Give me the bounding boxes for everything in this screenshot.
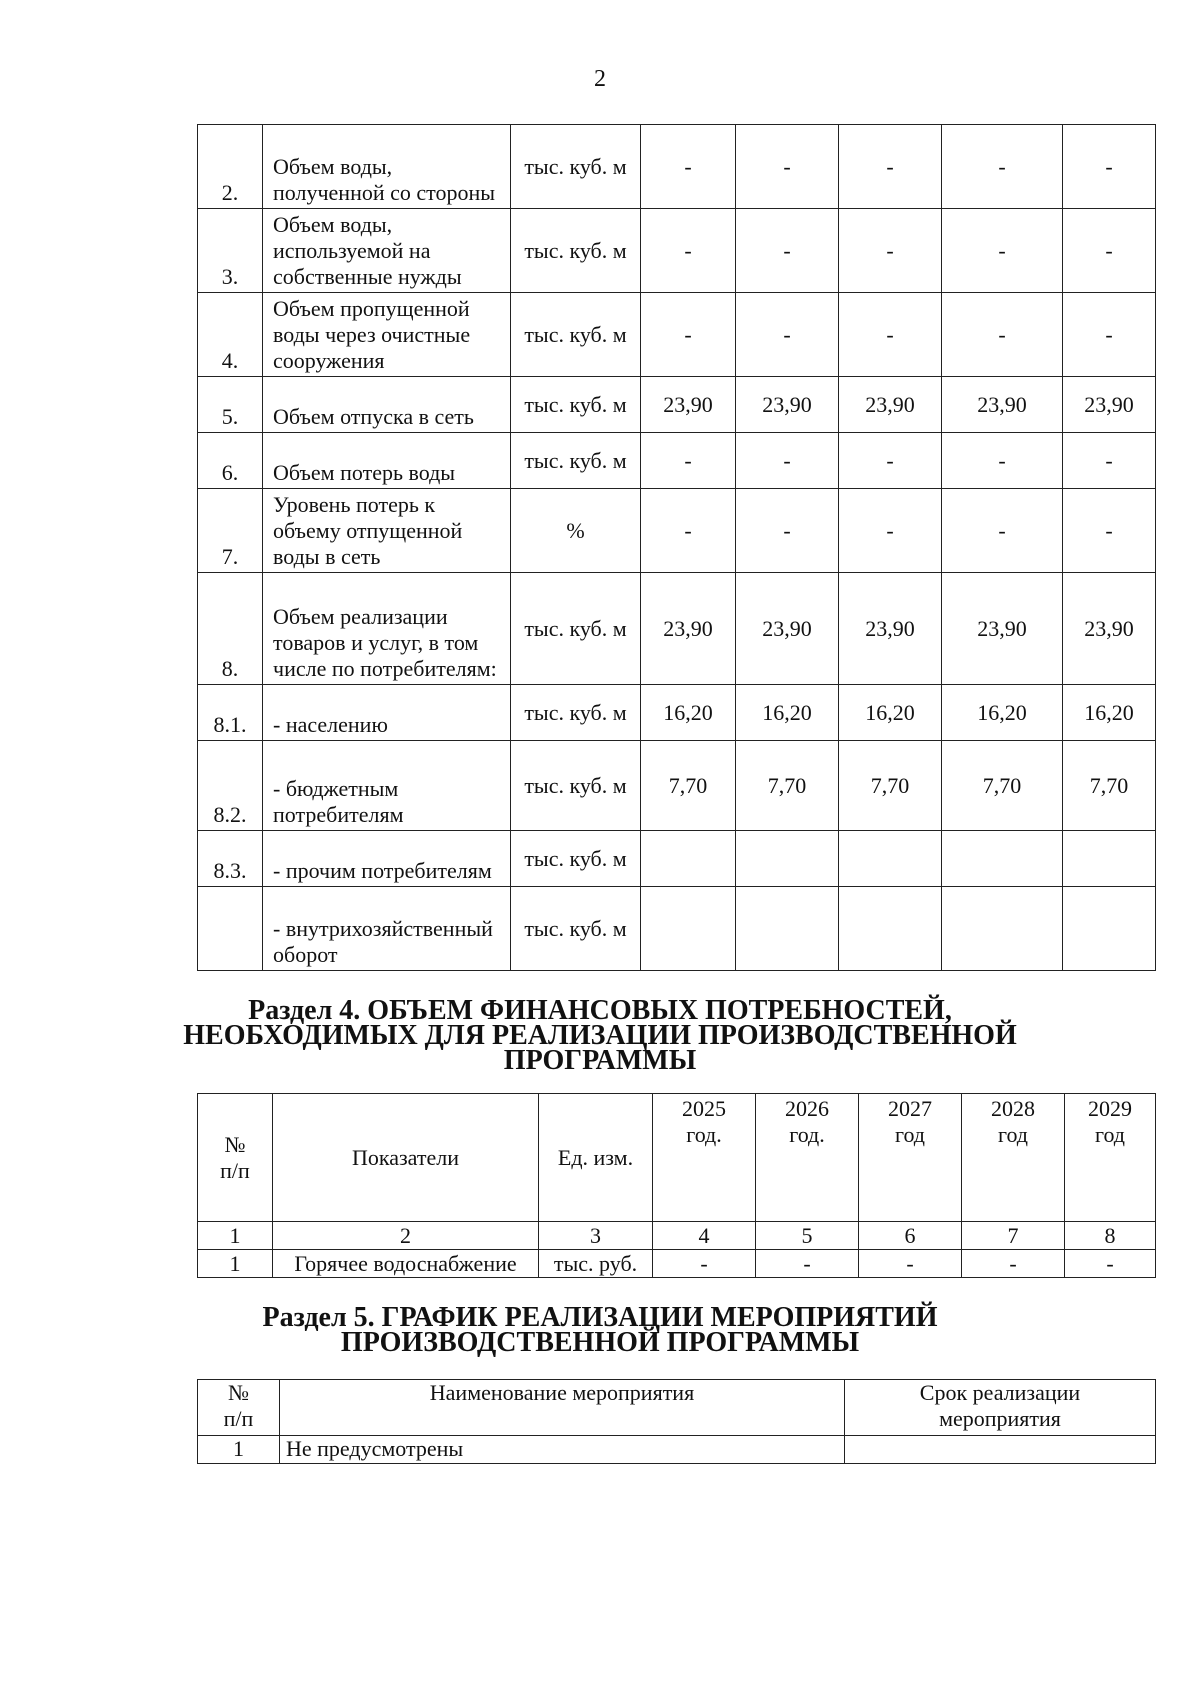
row-name: - прочим потребителям [263,831,511,887]
header-year-2025: 2025 год. [653,1094,756,1222]
row-unit: тыс. куб. м [511,125,641,209]
row-value: 23,90 [1063,573,1156,685]
table-row [198,489,1156,573]
row-value: 16,20 [942,685,1063,741]
page-number: 2 [594,66,606,92]
section4-title-line2: НЕОБХОДИМЫХ ДЛЯ РЕАЛИЗАЦИИ ПРОИЗВОДСТВЕННОЙ [183,1020,1017,1051]
row-value: - [839,293,942,377]
table-row [198,741,1156,831]
col-number: 4 [653,1222,756,1250]
row-value [839,831,942,887]
row-name: Объем пропущенной воды через очистные сооружения [263,293,511,377]
row-name: - населению [263,685,511,741]
section4-title [0,995,1200,1076]
header-num: № п/п [198,1380,280,1436]
row-value: - [942,293,1063,377]
row-value: - [756,1250,859,1278]
table-row [198,685,1156,741]
row-num: 7. [198,489,263,573]
row-name: Объем воды, полученной со стороны [263,125,511,209]
row-value: - [736,125,839,209]
row-num: 2. [198,125,263,209]
col-number: 7 [962,1222,1065,1250]
col-number: 2 [273,1222,539,1250]
row-name: Уровень потерь к объему отпущенной воды в сеть [263,489,511,573]
header-year-2029: 2029 год [1065,1094,1156,1222]
water-volume-table [197,124,1156,971]
section5-title [0,1302,1200,1358]
row-value: 7,70 [839,741,942,831]
row-value: 23,90 [641,573,736,685]
row-name: Объем реализации товаров и услуг, в том числе по потребителям: [263,573,511,685]
schedule-header-row [198,1380,1156,1436]
row-value: 16,20 [1063,685,1156,741]
row-value [1063,831,1156,887]
row-unit: % [511,489,641,573]
row-value: - [1063,209,1156,293]
row-value: 23,90 [839,573,942,685]
row-value: - [736,489,839,573]
col-number: 3 [539,1222,653,1250]
table-row [198,1436,1156,1464]
row-value: - [962,1250,1065,1278]
row-event-name: Не предусмотрены [280,1436,845,1464]
row-value: 7,70 [942,741,1063,831]
header-term: Срок реализации мероприятия [845,1380,1156,1436]
row-unit: тыс. куб. м [511,433,641,489]
row-unit: тыс. куб. м [511,209,641,293]
row-num: 5. [198,377,263,433]
row-value: 16,20 [736,685,839,741]
row-name: Объем отпуска в сеть [263,377,511,433]
row-unit: тыс. куб. м [511,293,641,377]
row-value: - [1063,293,1156,377]
table-row [198,125,1156,209]
row-unit: тыс. куб. м [511,573,641,685]
row-value: - [736,433,839,489]
row-value: - [942,489,1063,573]
section5-title-line1: Раздел 5. ГРАФИК РЕАЛИЗАЦИИ МЕРОПРИЯТИЙ [262,1302,938,1333]
row-num: 1 [198,1436,280,1464]
row-value: - [942,125,1063,209]
col-number: 5 [756,1222,859,1250]
col-number: 6 [859,1222,962,1250]
row-value: - [641,125,736,209]
row-value [942,887,1063,971]
table-row [198,1250,1156,1278]
row-value: - [839,433,942,489]
header-num: № п/п [198,1094,273,1222]
section5-title-line2: ПРОИЗВОДСТВЕННОЙ ПРОГРАММЫ [340,1327,860,1358]
header-year-2028: 2028 год [962,1094,1065,1222]
row-num: 4. [198,293,263,377]
row-num: 8. [198,573,263,685]
table-row [198,377,1156,433]
table-row [198,573,1156,685]
column-numbers-row [198,1222,1156,1250]
schedule-table [197,1379,1156,1464]
section4-title-line1: Раздел 4. ОБЪЕМ ФИНАНСОВЫХ ПОТРЕБНОСТЕЙ, [248,995,952,1026]
row-value: - [653,1250,756,1278]
row-unit: тыс. куб. м [511,377,641,433]
row-value [839,887,942,971]
row-value: - [1063,125,1156,209]
row-value: 16,20 [641,685,736,741]
row-value: 7,70 [736,741,839,831]
header-event-name: Наименование мероприятия [280,1380,845,1436]
row-value: 7,70 [641,741,736,831]
row-value: - [736,209,839,293]
table-row [198,209,1156,293]
row-value [641,831,736,887]
row-unit: тыс. куб. м [511,887,641,971]
row-value: - [1063,433,1156,489]
row-name: Объем воды, используемой на собственные нужды [263,209,511,293]
row-unit: тыс. куб. м [511,685,641,741]
row-value: 23,90 [736,573,839,685]
row-num: 1 [198,1250,273,1278]
row-value: 16,20 [839,685,942,741]
row-value: - [942,209,1063,293]
row-num [198,887,263,971]
row-value: - [1065,1250,1156,1278]
table-row [198,293,1156,377]
row-value: 23,90 [942,573,1063,685]
row-name: - внутрихозяйственный оборот [263,887,511,971]
col-number: 8 [1065,1222,1156,1250]
header-year-2026: 2026 год. [756,1094,859,1222]
col-number: 1 [198,1222,273,1250]
row-value: - [859,1250,962,1278]
row-value: 23,90 [942,377,1063,433]
row-num: 8.2. [198,741,263,831]
row-term [845,1436,1156,1464]
row-unit: тыс. куб. м [511,741,641,831]
row-value: - [839,209,942,293]
table-row [198,433,1156,489]
table-row [198,831,1156,887]
header-indicators: Показатели [273,1094,539,1222]
row-num: 8.3. [198,831,263,887]
row-value: 23,90 [736,377,839,433]
row-value: 23,90 [641,377,736,433]
row-value: 23,90 [1063,377,1156,433]
row-value: - [839,489,942,573]
header-unit: Ед. изм. [539,1094,653,1222]
row-value: - [641,293,736,377]
row-num: 8.1. [198,685,263,741]
row-name: Объем потерь воды [263,433,511,489]
table-row [198,887,1156,971]
financial-header-row [198,1094,1156,1222]
row-value: - [942,433,1063,489]
row-unit: тыс. куб. м [511,831,641,887]
row-value [736,887,839,971]
row-name: - бюджетным потребителям [263,741,511,831]
row-unit: тыс. руб. [539,1250,653,1278]
financial-needs-table [197,1093,1156,1278]
row-num: 3. [198,209,263,293]
water-volume-rows [198,125,1156,971]
row-value: - [839,125,942,209]
row-value [736,831,839,887]
row-value [1063,887,1156,971]
row-value: - [736,293,839,377]
row-num: 6. [198,433,263,489]
row-value [942,831,1063,887]
section4-title-line3: ПРОГРАММЫ [503,1045,697,1076]
row-name: Горячее водоснабжение [273,1250,539,1278]
row-value: - [1063,489,1156,573]
row-value: 23,90 [839,377,942,433]
row-value: - [641,489,736,573]
header-year-2027: 2027 год [859,1094,962,1222]
row-value: 7,70 [1063,741,1156,831]
row-value [641,887,736,971]
row-value: - [641,209,736,293]
row-value: - [641,433,736,489]
